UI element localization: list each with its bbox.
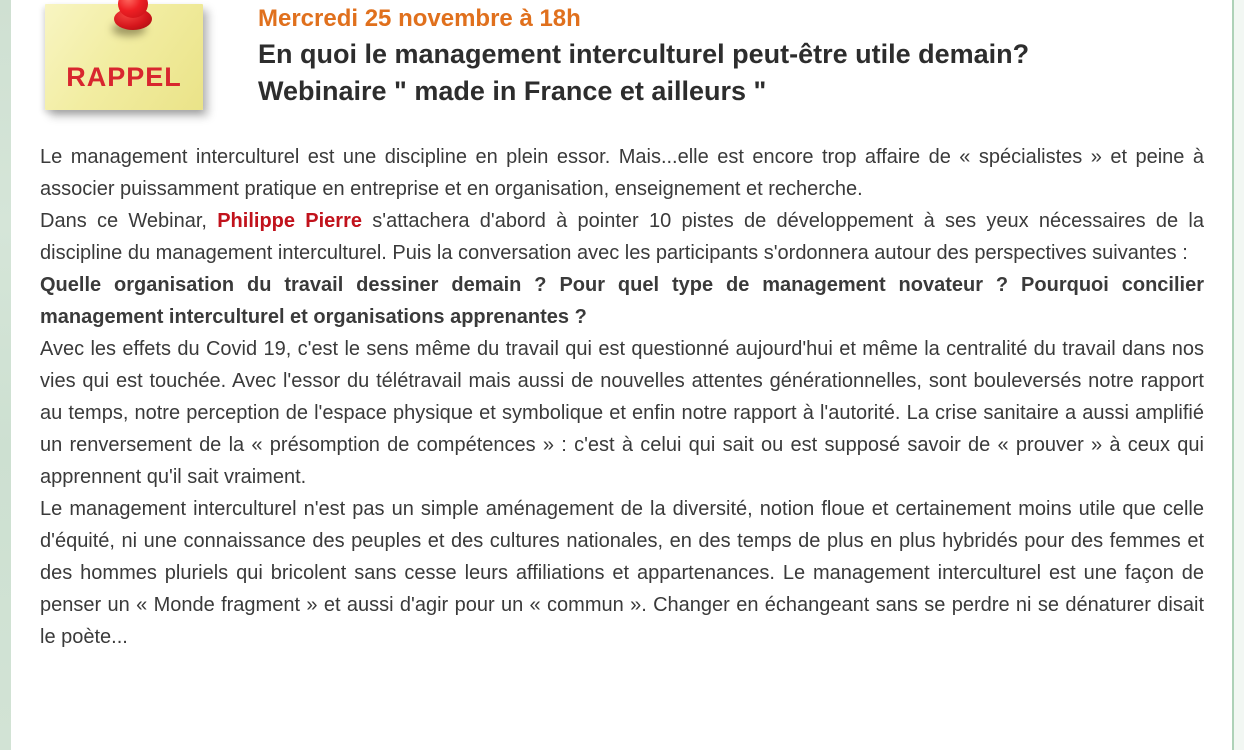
- paragraph-text: Le management interculturel est une discipline en plein essor. Mais...elle est encore trop affaire de « spécialistes » et peine à associer puissamment pratique en entreprise et en organisation, enseignement et recherche.: [40, 146, 1204, 200]
- paragraph: [40, 205, 1204, 269]
- article-body: [40, 141, 1204, 653]
- paragraph: [40, 333, 1204, 493]
- paragraph-text: Dans ce Webinar,: [40, 210, 218, 232]
- rappel-note: [45, 4, 203, 110]
- red-pushpin-icon: [110, 0, 156, 42]
- event-date-title: Mercredi 25 novembre à 18h: [258, 5, 581, 32]
- paragraph: [40, 269, 1204, 333]
- paragraph-text: Avec les effets du Covid 19, c'est le sens même du travail qui est questionné aujourd'hui et même la centralité du travail dans nos vies qui est touchée. Avec l'essor du télétravail mais aussi de nouvelles attentes générationnelles, sont bouleversés notre rapport au temps, notre perception de l'espace physique et symbolique et enfin notre rapport à l'autorité. La crise sanitaire a aussi amplifié un renversement de la « présomption de compétences » : c'est à celui qui sait ou est supposé savoir de « prouver » à ceux qui apprennent qu'il sait vraiment.: [40, 338, 1204, 488]
- philippe-pierre-link[interactable]: Philippe Pierre: [217, 210, 362, 232]
- paragraph: [40, 141, 1204, 205]
- header: [0, 0, 1244, 140]
- paragraph-text: Le management interculturel n'est pas un simple aménagement de la diversité, notion floue et certainement moins utile que celle d'équité, ni une connaissance des peuples et des cultures nationales, en des temps de plus en plus hybridés pour des femmes et des hommes pluriels qui bricolent sans cesse leurs affiliations et appartenances. Le management interculturel est une façon de penser un « Monde fragment » et aussi d'agir pour un « commun ». Changer en échangeant sans se perdre ni se dénaturer disait le poète...: [40, 498, 1204, 648]
- paragraph-text: s'attachera d'abord à pointer 10 pistes de développement à ses yeux nécessaires de la discipline du management interculturel. Puis la conversation avec les participants s'ordonnera autour des perspectives suivantes :: [40, 210, 1204, 264]
- event-main-title: En quoi le management interculturel peut-être utile demain? Webinaire " made in France et ailleurs ": [258, 39, 1030, 106]
- headings: [258, 0, 1058, 110]
- paragraph: [40, 493, 1204, 653]
- rappel-label: RAPPEL: [66, 62, 182, 92]
- paragraph-text: Quelle organisation du travail dessiner demain ? Pour quel type de management novateur ? Pourquoi concilier management interculturel et organisations apprenantes ?: [40, 274, 1204, 328]
